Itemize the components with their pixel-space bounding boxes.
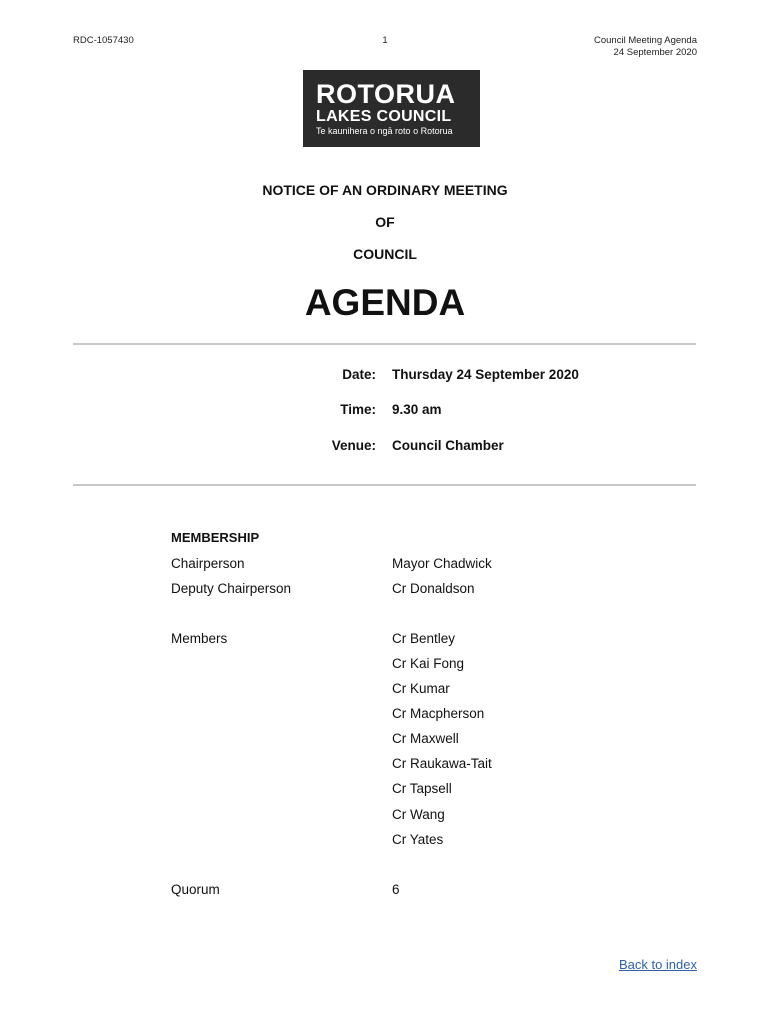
member-name: Cr Bentley (392, 631, 456, 646)
top-divider (73, 343, 696, 345)
notice-line-3: COUNCIL (353, 246, 417, 262)
deputy-chairperson-name: Cr Donaldson (392, 581, 475, 596)
venue-label: Venue: (331, 438, 376, 453)
time-value: 9.30 am (392, 402, 442, 417)
quorum-label: Quorum (171, 882, 220, 897)
venue-value: Council Chamber (392, 438, 504, 453)
member-name: Cr Maxwell (392, 731, 459, 746)
logo-line-1: ROTORUA (316, 79, 456, 109)
deputy-chairperson-label: Deputy Chairperson (171, 581, 292, 596)
members-label: Members (171, 631, 228, 646)
member-name: Cr Wang (392, 807, 445, 822)
member-name: Cr Macpherson (392, 706, 485, 721)
member-name: Cr Kai Fong (392, 656, 465, 671)
member-name: Cr Yates (392, 832, 444, 847)
quorum-value: 6 (392, 882, 400, 897)
member-name: Cr Raukawa-Tait (392, 756, 492, 771)
bottom-divider (73, 484, 696, 486)
membership-heading: MEMBERSHIP (171, 530, 260, 545)
date-value: Thursday 24 September 2020 (392, 367, 579, 382)
document-header-right (594, 35, 697, 59)
document-title: Council Meeting Agenda (594, 35, 697, 46)
document-date: 24 September 2020 (613, 47, 697, 58)
member-name: Cr Kumar (392, 681, 450, 696)
back-to-index-link[interactable]: Back to index (618, 957, 697, 972)
member-name: Cr Tapsell (392, 781, 452, 796)
logo-line-2: LAKES COUNCIL (316, 108, 452, 125)
notice-line-2: OF (375, 214, 395, 230)
date-label: Date: (342, 367, 376, 382)
document-id: RDC-1057430 (73, 35, 134, 46)
time-label: Time: (340, 402, 376, 417)
chairperson-label: Chairperson (171, 556, 245, 571)
notice-line-1: NOTICE OF AN ORDINARY MEETING (262, 182, 508, 198)
chairperson-name: Mayor Chadwick (392, 556, 492, 571)
page-number: 1 (382, 35, 388, 46)
council-logo (303, 70, 480, 147)
agenda-title: AGENDA (304, 282, 466, 323)
logo-line-3: Te kaunihera o ngā roto o Rotorua (316, 126, 453, 136)
